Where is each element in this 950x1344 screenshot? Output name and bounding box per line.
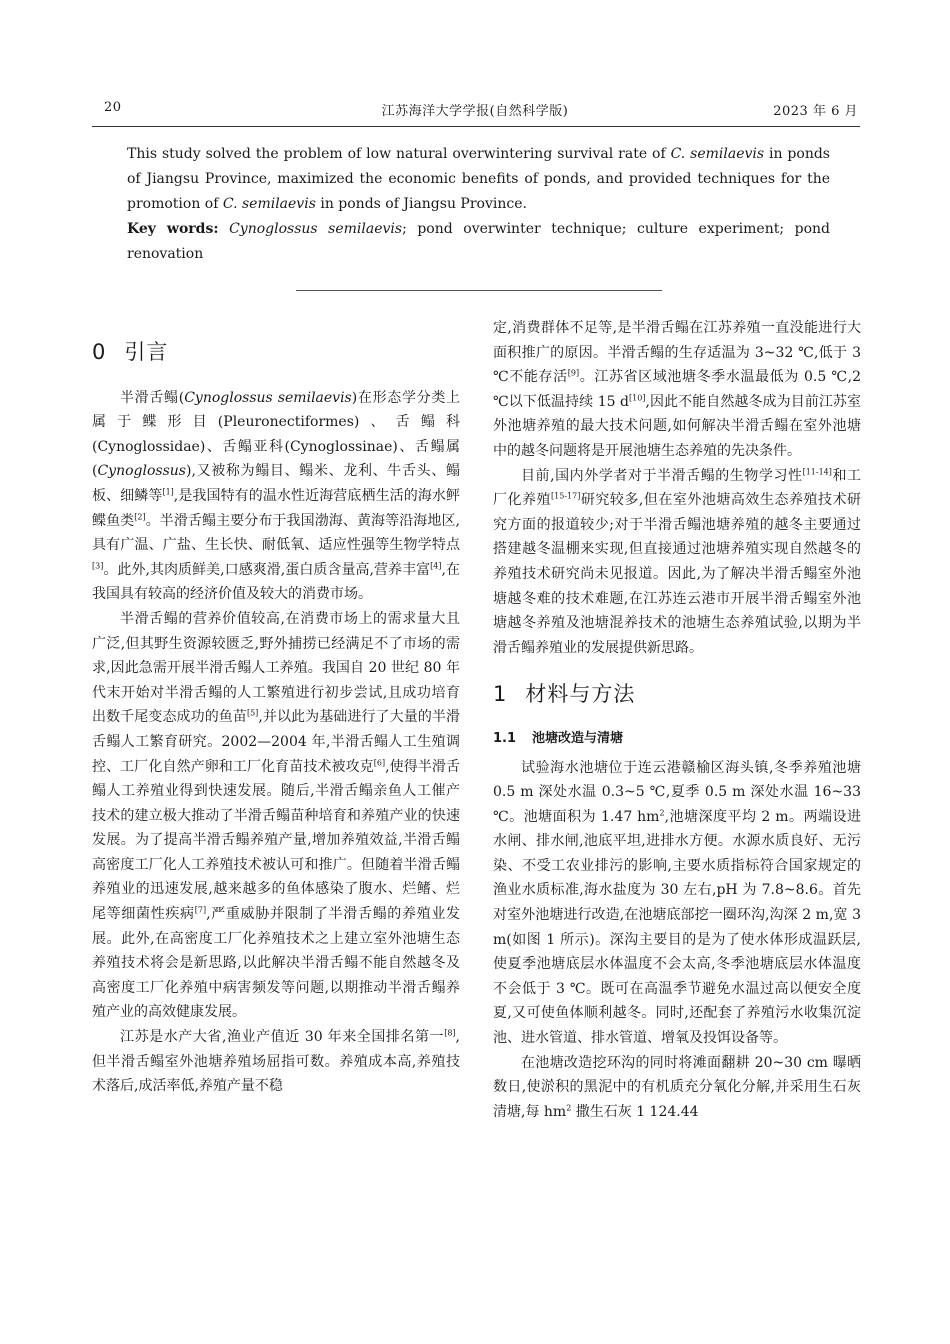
methods-paragraph-1: 试验海水池塘位于连云港赣榆区海头镇,冬季养殖池塘 0.5 m 深处水温 0.3~5 ℃,夏季 0.5 m 深处水温 16~33 ℃。池塘面积为 1.47 $hm^2$,池塘深度平均 2 m。两端设进水闸、排水闸,池底平坦,进排水方便。水源水质良好、无污染、不受工农业排污的影响,主要水质指标符合国家规定的渔业水质标准,海水盐度为 30 左右,pH 为 7.8~8.6。首先对室外池塘进行改造,在池塘底部挖一圈环沟,沟深 2 m,宽 3 m(如图 1 所示)。深沟主要目的是为了使水体形成温跃层,使夏季池塘底层水体温度不会太高,冬季池塘底层水体温度不会低于 3 ℃。既可在高温季节避免水温过高以便安全度夏,又可使鱼体顺利越冬。同时,还配套了养殖污水收集沉淀池、进水管道、排水管道、增氧及投饵设备等。 xyxy=(493,759,861,1047)
keywords-line: Key words: Cynoglossus semilaevis; pond overwinter technique; culture experiment; pond renovation xyxy=(127,221,831,262)
issue-date: 2023 年 6 月 xyxy=(773,104,858,119)
section-heading-intro: 0 引言 xyxy=(92,340,169,364)
right-column xyxy=(493,316,861,1124)
left-column xyxy=(92,316,460,1099)
intro-paragraph-1: 半滑舌鳎(Cynoglossus semilaevis)在形态学分类上属于鲽形目(Pleuronectiformes)、舌鳎科(Cynoglossidae)、舌鳎亚科(Cynoglossinae)、舌鳎属(Cynoglossus),又被称为鳎目、鳎米、龙利、牛舌头、鳎板、细鳞等[1],是我国特有的温水性近海营底栖生活的海水鲆鲽鱼类[2]。半滑舌鳎主要分布于我国渤海、黄海等沿海地区,具有广温、广盐、生长快、耐低氧、适应性强等生物学特点[3]。此外,其肉质鲜美,口感爽滑,蛋白质含量高,营养丰富[4],在我国具有较高的经济价值及较大的消费市场。 xyxy=(92,389,461,603)
page-number: 20 xyxy=(104,100,122,115)
abstract-paragraph: This study solved the problem of low natural overwintering survival rate of C. semilaevis in ponds of Jiangsu Province, maximized the economic benefits of ponds, and provided techniques for the promotion of C. semilaevis in ponds of Jiangsu Province. xyxy=(127,146,830,212)
english-abstract xyxy=(127,142,830,267)
intro-paragraph-2: 半滑舌鳎的营养价值较高,在消费市场上的需求量大且广泛,但其野生资源较匮乏,野外捕捞已经满足不了市场的需求,因此急需开展半滑舌鳎人工养殖。我国自 20 世纪 80 年代末开始对半滑舌鳎的人工繁殖进行初步尝试,且成功培育出数千尾变态成功的鱼苗[5],并以此为基础进行了大量的半滑舌鳎人工繁育研究。2002—2004 年,半滑舌鳎人工生殖调控、工厂化自然产卵和工厂化育苗技术被攻克[6],使得半滑舌鳎人工养殖业得到快速发展。随后,半滑舌鳎亲鱼人工催产技术的建立极大推动了半滑舌鳎苗种培育和养殖产业的快速发展。为了提高半滑舌鳎养殖产量,增加养殖效益,半滑舌鳎高密度工厂化人工养殖技术被认可和推广。但随着半滑舌鳎养殖业的迅速发展,越来越多的鱼体感染了腹水、烂鳍、烂尾等细菌性疾病[7],严重威胁并限制了半滑舌鳎的养殖业发展。此外,在高密度工厂化养殖技术之上建立室外池塘生态养殖技术将会是新思路,以此解决半滑舌鳎不能自然越冬及高密度工厂化养殖中病害频发等问题,以期推动半滑舌鳎养殖产业的高效健康发展。 xyxy=(92,610,461,1021)
abstract-separator xyxy=(296,290,662,291)
section-heading-methods: 1 材料与方法 xyxy=(493,682,636,707)
subsection-heading-1-1: 1.1 池塘改造与清塘 xyxy=(493,730,624,746)
keywords-label: Key words: xyxy=(127,221,219,237)
intro-paragraph-4: 目前,国内外学者对于半滑舌鳎的生物学习性[11-14]和工厂化养殖[15-17]研究较多,但在室外池塘高效生态养殖技术研究方面的报道较少;对于半滑舌鳎池塘养殖的越冬主要通过搭建越冬温棚来实现,但直接通过池塘养殖实现自然越冬的养殖技术研究尚未见报道。因此,为了解决半滑舌鳎室外池塘越冬难的技术难题,在江苏连云港市开展半滑舌鳎室外池塘越冬养殖及池塘混养技术的池塘生态养殖试验,以期为半滑舌鳎养殖业的发展提供新思路。 xyxy=(493,466,862,656)
journal-title: 江苏海洋大学学报(自然科学版) xyxy=(381,104,569,119)
intro-paragraph-3-continued: 定,消费群体不足等,是半滑舌鳎在江苏养殖一直没能进行大面积推广的原因。半滑舌鳎的生存适温为 3~32 ℃,低于 3 ℃不能存活[9]。江苏省区域池塘冬季水温最低为 0.5 ℃,2 ℃以下低温持续 15 d[10],因此不能自然越冬成为目前江苏室外池塘养殖的最大技术问题,如何解决半滑舌鳎在室外池塘中的越冬问题将是开展池塘生态养殖的先决条件。 xyxy=(493,320,862,459)
header-rule xyxy=(92,126,860,127)
intro-paragraph-3: 江苏是水产大省,渔业产值近 30 年来全国排名第一[8],但半滑舌鳎室外池塘养殖场屈指可数。养殖成本高,养殖技术落后,成活率低,养殖产量不稳 xyxy=(92,1028,460,1095)
methods-paragraph-2: 在池塘改造挖环沟的同时将滩面翻耕 20~30 cm 曝晒数日,使淤积的黑泥中的有机质充分氧化分解,并采用生石灰清塘,每 $hm^2$ 撒生石灰 1 124.44 xyxy=(493,1054,861,1120)
